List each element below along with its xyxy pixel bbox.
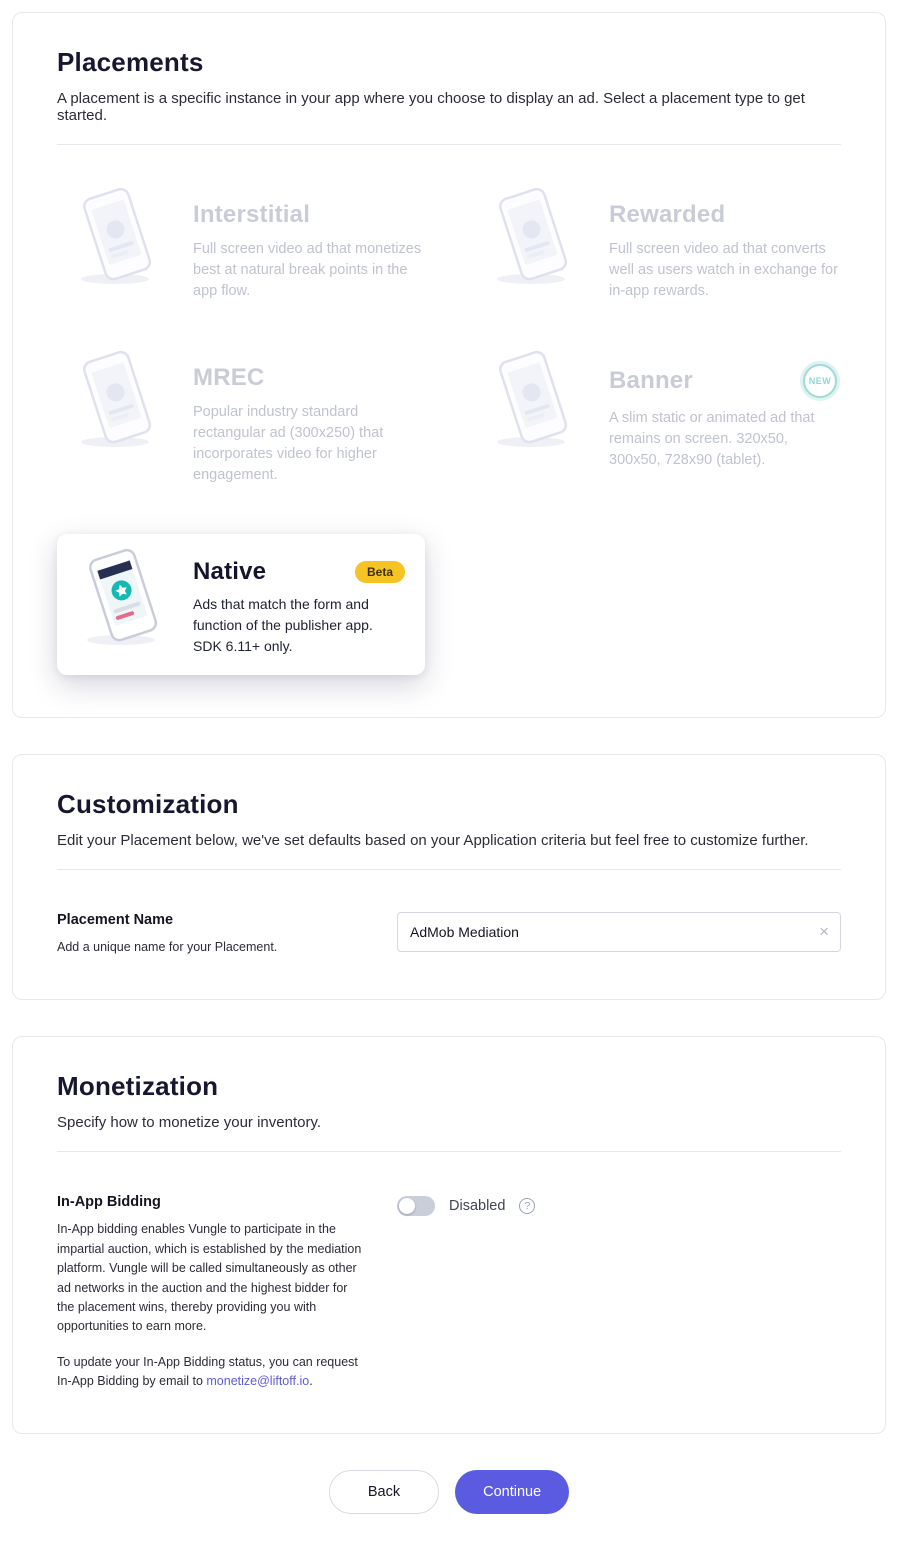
in-app-bidding-label: In-App Bidding	[57, 1194, 161, 1211]
placement-type-text	[193, 187, 425, 302]
placement-name-input[interactable]	[397, 912, 841, 952]
monetization-title: Monetization	[57, 1071, 219, 1102]
section-divider	[57, 144, 841, 145]
placement-type-title: Native	[193, 558, 267, 586]
footer-actions	[12, 1470, 886, 1514]
native-phone-icon	[63, 548, 185, 648]
placement-type-native-selected[interactable]	[57, 534, 425, 675]
placement-type-grid	[57, 187, 841, 675]
in-app-bidding-state: Disabled	[449, 1198, 506, 1215]
placement-type-description: Full screen video ad that converts well as users watch in exchange for in-app rewards.	[609, 241, 838, 300]
in-app-bidding-toggle[interactable]	[397, 1196, 435, 1216]
placement-type-title: MREC	[193, 364, 265, 392]
placement-type-text	[193, 350, 425, 486]
placements-section	[12, 12, 886, 718]
placement-name-row	[57, 912, 841, 957]
placement-type-native-cell	[57, 534, 425, 675]
placement-type-description: Full screen video ad that monetizes best at natural break points in the app flow.	[193, 241, 422, 300]
placement-name-help: Add a unique name for your Placement.	[57, 940, 278, 955]
placement-type-description: A slim static or animated ad that remains on screen. 320x50, 300x50, 728x90 (tablet).	[609, 410, 815, 469]
placement-name-label: Placement Name	[57, 912, 174, 929]
request-note-suffix: .	[309, 1374, 313, 1389]
in-app-bidding-row	[57, 1194, 841, 1391]
placement-name-labels	[57, 912, 397, 957]
rewarded-phone-icon	[473, 187, 595, 287]
clear-input-icon[interactable]: ×	[819, 922, 829, 942]
in-app-bidding-labels	[57, 1194, 397, 1391]
placements-title: Placements	[57, 47, 204, 77]
customization-subtitle: Edit your Placement below, we've set defaults based on your Application criteria but feel free to customize further.	[57, 832, 809, 850]
in-app-bidding-control	[397, 1194, 841, 1216]
placement-type-description: Ads that match the form and function of the publisher app. SDK 6.11+ only.	[193, 596, 373, 655]
in-app-bidding-description: In-App bidding enables Vungle to participate in the impartial auction, which is established by the mediation platform. Vungle will be called simultaneously as other ad networks in the auction and the highest bidder for the placement wins, thereby providing you with opportunities to earn more.	[57, 1222, 362, 1334]
monetization-subtitle: Specify how to monetize your inventory.	[57, 1114, 322, 1132]
section-divider	[57, 1151, 841, 1152]
placement-type-title: Rewarded	[609, 201, 726, 228]
placement-type-interstitial[interactable]	[57, 187, 425, 302]
placement-type-rewarded[interactable]	[473, 187, 841, 302]
continue-button[interactable]: Continue	[455, 1470, 569, 1514]
placement-name-input-wrap	[397, 912, 841, 952]
request-note-prefix: To update your In-App Bidding status, you can request In-App Bidding by email to	[57, 1354, 358, 1389]
section-divider	[57, 869, 841, 870]
placement-type-mrec[interactable]	[57, 350, 425, 486]
placement-type-text	[193, 548, 405, 657]
placement-type-title: Interstitial	[193, 201, 311, 228]
mrec-phone-icon	[57, 350, 179, 450]
placement-type-banner[interactable]	[473, 350, 841, 486]
placement-type-title: Banner	[609, 367, 693, 395]
customization-title: Customization	[57, 789, 239, 820]
back-button[interactable]: Back	[329, 1470, 439, 1514]
in-app-bidding-request-note	[57, 1353, 367, 1392]
placement-type-description: Popular industry standard rectangular ad (300x250) that incorporates video for higher engagement.	[193, 404, 384, 484]
banner-phone-icon	[473, 350, 595, 450]
toggle-knob	[399, 1198, 415, 1214]
help-icon[interactable]: ?	[519, 1198, 535, 1214]
beta-badge: Beta	[355, 561, 405, 583]
customization-section	[12, 754, 886, 1000]
monetization-section	[12, 1036, 886, 1434]
monetize-email-link[interactable]: monetize@liftoff.io	[206, 1374, 310, 1389]
interstitial-phone-icon	[57, 187, 179, 287]
placement-type-text	[609, 350, 841, 471]
new-badge: NEW	[803, 364, 837, 398]
placement-type-text	[609, 187, 841, 302]
placements-subtitle: A placement is a specific instance in your app where you choose to display an ad. Select a placement type to get started.	[57, 90, 805, 124]
